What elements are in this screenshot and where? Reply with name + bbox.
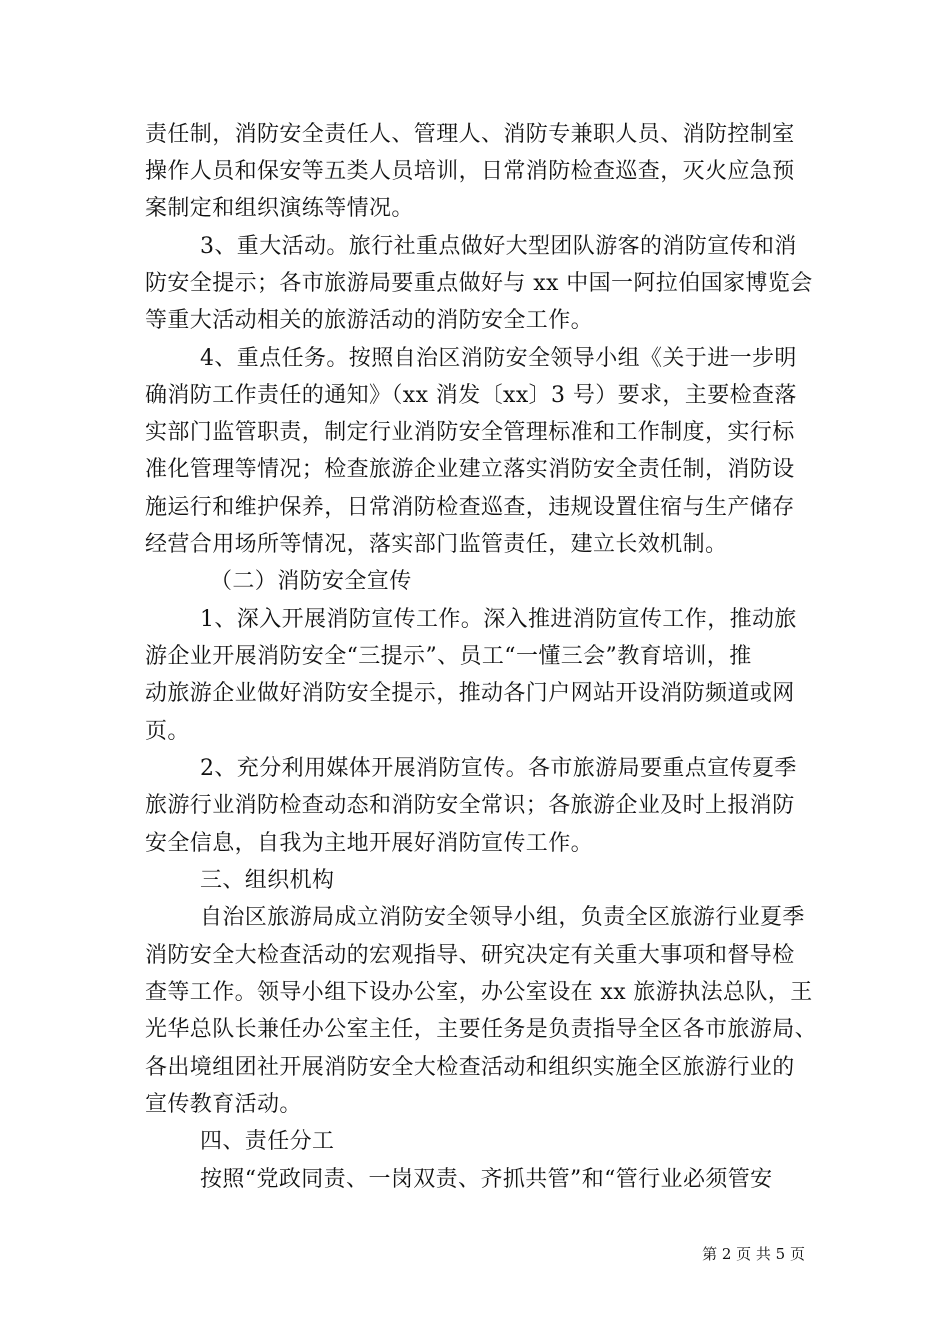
text-line: 案制定和组织演练等情况。 — [145, 196, 414, 221]
text-line: 游企业开展消防安全“三提示”、员工“一懂三会”教育培训，推 — [145, 644, 752, 669]
text-line: 页。 — [145, 719, 190, 744]
text-line: 责任制，消防安全责任人、管理人、消防专兼职人员、消防控制室 — [145, 122, 795, 147]
text-line: 2、充分利用媒体开展消防宣传。各市旅游局要重点宣传夏季 — [200, 756, 797, 781]
text-line: 操作人员和保安等五类人员培训，日常消防检查巡查，灭火应急预 — [145, 159, 795, 184]
text-line: 旅游行业消防检查动态和消防安全常识；各旅游企业及时上报消防 — [145, 793, 795, 818]
text-line: 1、深入开展消防宣传工作。深入推进消防宣传工作，推动旅 — [200, 607, 797, 632]
text-line: 查等工作。领导小组下设办公室，办公室设在 xx 旅游执法总队，王 — [145, 980, 813, 1005]
text-line: 4、重点任务。按照自治区消防安全领导小组《关于进一步明 — [200, 346, 797, 371]
text-line: 各出境组团社开展消防安全大检查活动和组织实施全区旅游行业的 — [145, 1055, 795, 1080]
text-line: 确消防工作责任的通知》（xx 消发〔xx〕3 号）要求，主要检查落 — [145, 383, 797, 408]
text-line: 3、重大活动。旅行社重点做好大型团队游客的消防宣传和消 — [200, 234, 797, 259]
page-number: 第 2 页 共 5 页 — [702, 1245, 805, 1263]
text-line: 光华总队长兼任办公室主任，主要任务是负责指导全区各市旅游局、 — [145, 1017, 818, 1042]
text-line: 安全信息，自我为主地开展好消防宣传工作。 — [145, 831, 594, 856]
section-heading: 三、组织机构 — [200, 868, 335, 893]
text-line: 自治区旅游局成立消防安全领导小组，负责全区旅游行业夏季 — [200, 905, 805, 930]
text-line: 消防安全大检查活动的宏观指导、研究决定有关重大事项和督导检 — [145, 943, 795, 968]
section-heading: 四、责任分工 — [200, 1129, 335, 1154]
text-line: 准化管理等情况；检查旅游企业建立落实消防安全责任制，消防设 — [145, 457, 795, 482]
text-line: 经营合用场所等情况，落实部门监管责任，建立长效机制。 — [145, 532, 728, 557]
section-heading: （二）消防安全宣传 — [210, 569, 412, 594]
text-line: 防安全提示；各市旅游局要重点做好与 xx 中国一阿拉伯国家博览会 — [145, 271, 813, 296]
text-line: 动旅游企业做好消防安全提示，推动各门户网站开设消防频道或网 — [145, 681, 795, 706]
text-line: 宣传教育活动。 — [145, 1092, 302, 1117]
text-line: 施运行和维护保养，日常消防检查巡查，违规设置住宿与生产储存 — [145, 495, 795, 520]
text-line: 等重大活动相关的旅游活动的消防安全工作。 — [145, 308, 594, 333]
text-line: 按照“党政同责、一岗双责、齐抓共管”和“管行业必须管安 — [200, 1167, 773, 1192]
text-line: 实部门监管职责，制定行业消防安全管理标准和工作制度，实行标 — [145, 420, 795, 445]
